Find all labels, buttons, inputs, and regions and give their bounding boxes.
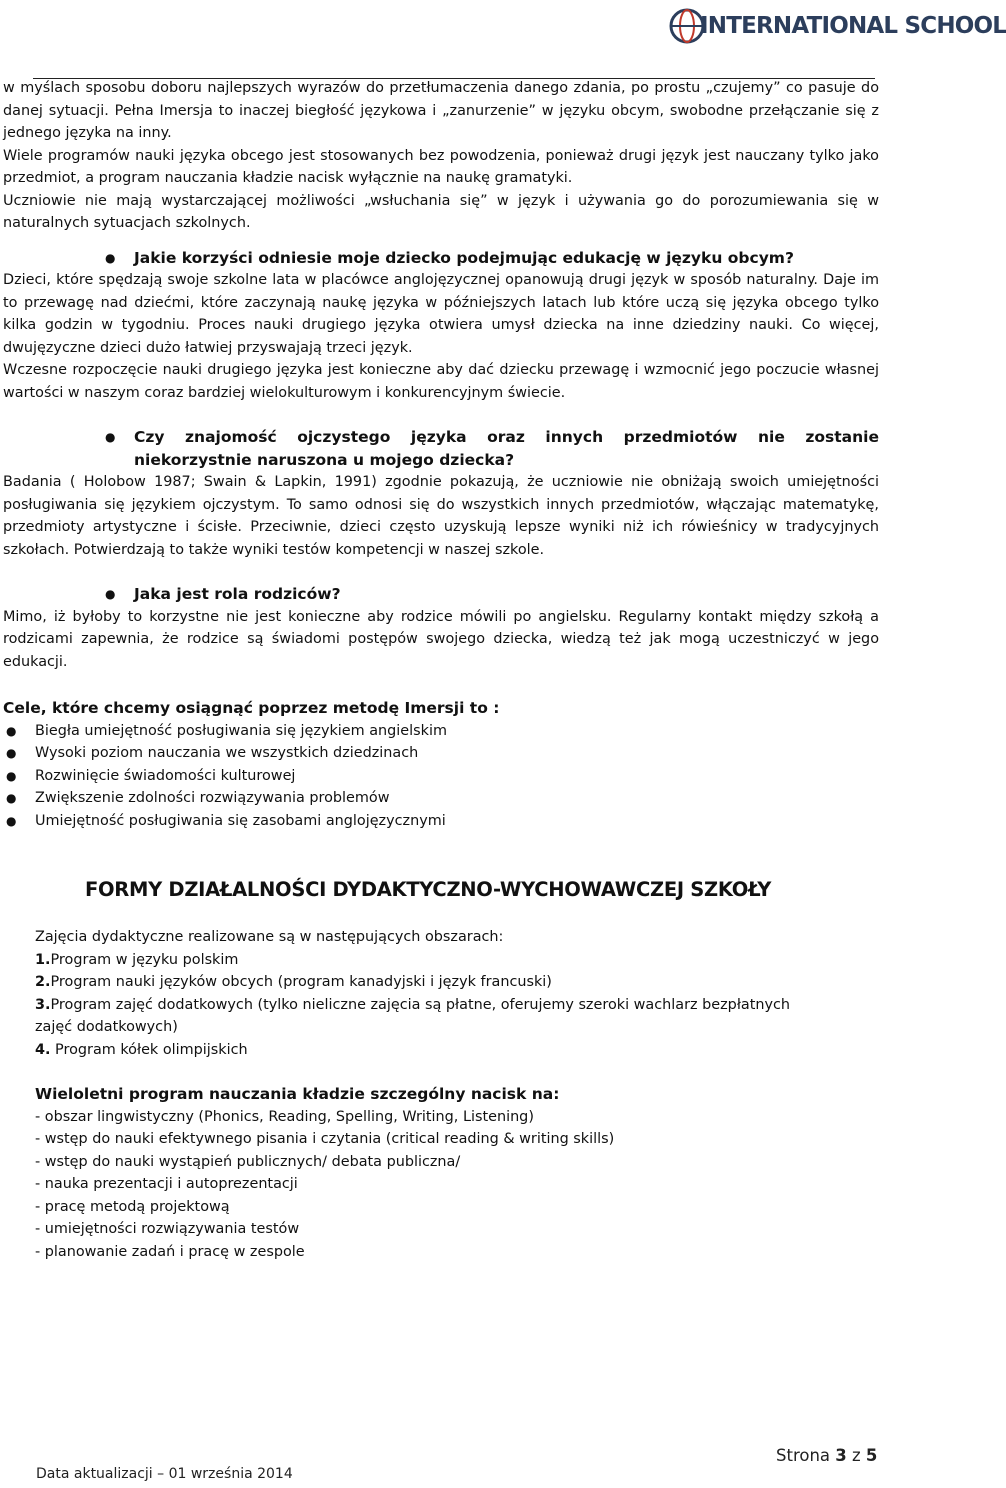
paragraph: Wiele programów nauki języka obcego jest stosowanych bez powodzenia, ponieważ drugi język jest nauczany tylko jako przedmiot, a program nauczania kładzie nacisk wyłącznie na naukę gramatyki. (3, 147, 879, 186)
list-item: ● Wysoki poziom nauczania we wszystkich dziedzinach (3, 742, 879, 765)
list-item: - pracę metodą projektową (35, 1198, 230, 1215)
page-title: FORMY DZIAŁALNOŚCI DYDAKTYCZNO-WYCHOWAWCZEJ SZKOŁY (85, 878, 772, 901)
bullet-icon: ● (6, 791, 17, 805)
bullet-icon: ● (105, 250, 116, 265)
list-item: 2.Program nauki języków obcych (program kanadyjski i język francuski) (35, 974, 552, 990)
list-item: 3.Program zajęć dodatkowych (tylko nieliczne zajęcia są płatne, oferujemy szeroki wachlarz bezpłatnych zajęć dodatkowych) (35, 996, 791, 1035)
bullet-icon: ● (6, 768, 17, 783)
paragraph: w myślach sposobu doboru najlepszych wyrazów do przetłumaczenia danego zdania, po prostu „czujemy” co pasuje do danej sytuacji. Pełna Imersja to inaczej biegłość językowa i „zanurzenie” w języku obcym, swobodne przełączanie się z jednego języka na inny. (3, 80, 879, 141)
update-date: Data aktualizacji – 01 września 2014 (36, 1466, 293, 1482)
list-item: - planowanie zadań i pracę w zespole (35, 1243, 305, 1260)
list-item: 1.Program w języku polskim (35, 951, 239, 968)
list-item: ● Rozwinięcie świadomości kulturowej (3, 765, 879, 788)
bullet-icon: ● (105, 587, 116, 601)
bullet-icon: ● (6, 746, 17, 760)
list-item: ● Zwiększenie zdolności rozwiązywania problemów (3, 787, 879, 810)
forms-section (3, 926, 879, 1263)
list-item: ● Biegła umiejętność posługiwania się językiem angielskim (3, 720, 879, 743)
page-number: Strona 3 z 5 (776, 1446, 878, 1465)
list-item: - wstęp do nauki wystąpień publicznych/ debata publiczna/ (35, 1153, 461, 1170)
paragraph: Badania ( Holobow 1987; Swain & Lapkin, 1991) zgodnie pokazują, że uczniowie nie obniżają swoich umiejętności posługiwania się językiem ojczystym. To samo odnosi się do wszystkich innych przedmiotów, włączając matematykę, przedmioty artystyczne i ścisłe. Przeciwnie, dzieci często uzyskują lepsze wyniki niż ich rówieśnicy w tradycyjnych szkołach. Potwierdzają to także wyniki testów kompetencji w naszej szkole. (3, 474, 879, 558)
goals-heading: Cele, które chcemy osiągnąć poprzez metodę Imersji to : (3, 699, 500, 717)
goals-list (3, 720, 879, 833)
list-item: ● Umiejętność posługiwania się zasobami anglojęzycznymi (3, 810, 879, 833)
paragraph: Wczesne rozpoczęcie nauki drugiego języka jest konieczne aby dać dziecku przewagę i wzmocnić jego poczucie własnej wartości w naszym coraz bardziej wielokulturowym i konkurencyjnym świecie. (3, 362, 879, 401)
forms-intro: Zajęcia dydaktyczne realizowane są w następujących obszarach: (35, 929, 504, 945)
paragraph: Dzieci, które spędzają swoje szkolne lata w placówce anglojęzycznej opanowują drugi język w sposób naturalny. Daje im to przewagę nad dziećmi, które zaczynają naukę języka w późniejszych latach lub które uczą się języka obcego tylko kilka godzin w tygodniu. Proces nauki drugiego języka otwiera umysł dziecka na inne dziedziny nauki. Co więcej, dwujęzyczne dzieci dużo łatwiej przyswajają trzeci język. (3, 272, 879, 356)
list-item: - obszar lingwistyczny (Phonics, Reading, Spelling, Writing, Listening) (35, 1108, 534, 1125)
list-item: 4. Program kółek olimpijskich (35, 1041, 248, 1058)
paragraph: Uczniowie nie mają wystarczającej możliwości „wsłuchania się” w język i używania go do porozumiewania się w naturalnych sytuacjach szkolnych. (3, 192, 879, 231)
section-heading: ● Jakie korzyści odniesie moje dziecko podejmując edukację w języku obcym? (3, 247, 879, 270)
section-heading: ● Czy znajomość ojczystego języka oraz innych przedmiotów nie zostanie niekorzystnie naruszona u mojego dziecka? (3, 426, 879, 471)
paragraph: Mimo, iż byłoby to korzystne nie jest konieczne aby rodzice mówili po angielsku. Regularny kontakt między szkołą a rodzicami zapewnia, że rodzice są świadomi postępów swojego dziecka, wiedzą też jak mogą uczestniczyć w jego edukacji. (3, 608, 879, 670)
school-logo (668, 4, 1006, 48)
list-item: - umiejętności rozwiązywania testów (35, 1221, 300, 1237)
document-body (3, 77, 879, 1263)
bullet-icon: ● (6, 723, 17, 738)
section-heading: ● Jaka jest rola rodziców? (3, 583, 879, 606)
list-item: - nauka prezentacji i autoprezentacji (35, 1176, 298, 1192)
list-item: - wstęp do nauki efektywnego pisania i czytania (critical reading & writing skills) (35, 1131, 615, 1147)
program-heading: Wieloletni program nauczania kładzie szczególny nacisk na: (35, 1085, 560, 1103)
logo-text: INTERNATIONAL SCHOOL (700, 13, 1006, 39)
bullet-icon: ● (105, 430, 116, 444)
bullet-icon: ● (6, 813, 17, 828)
